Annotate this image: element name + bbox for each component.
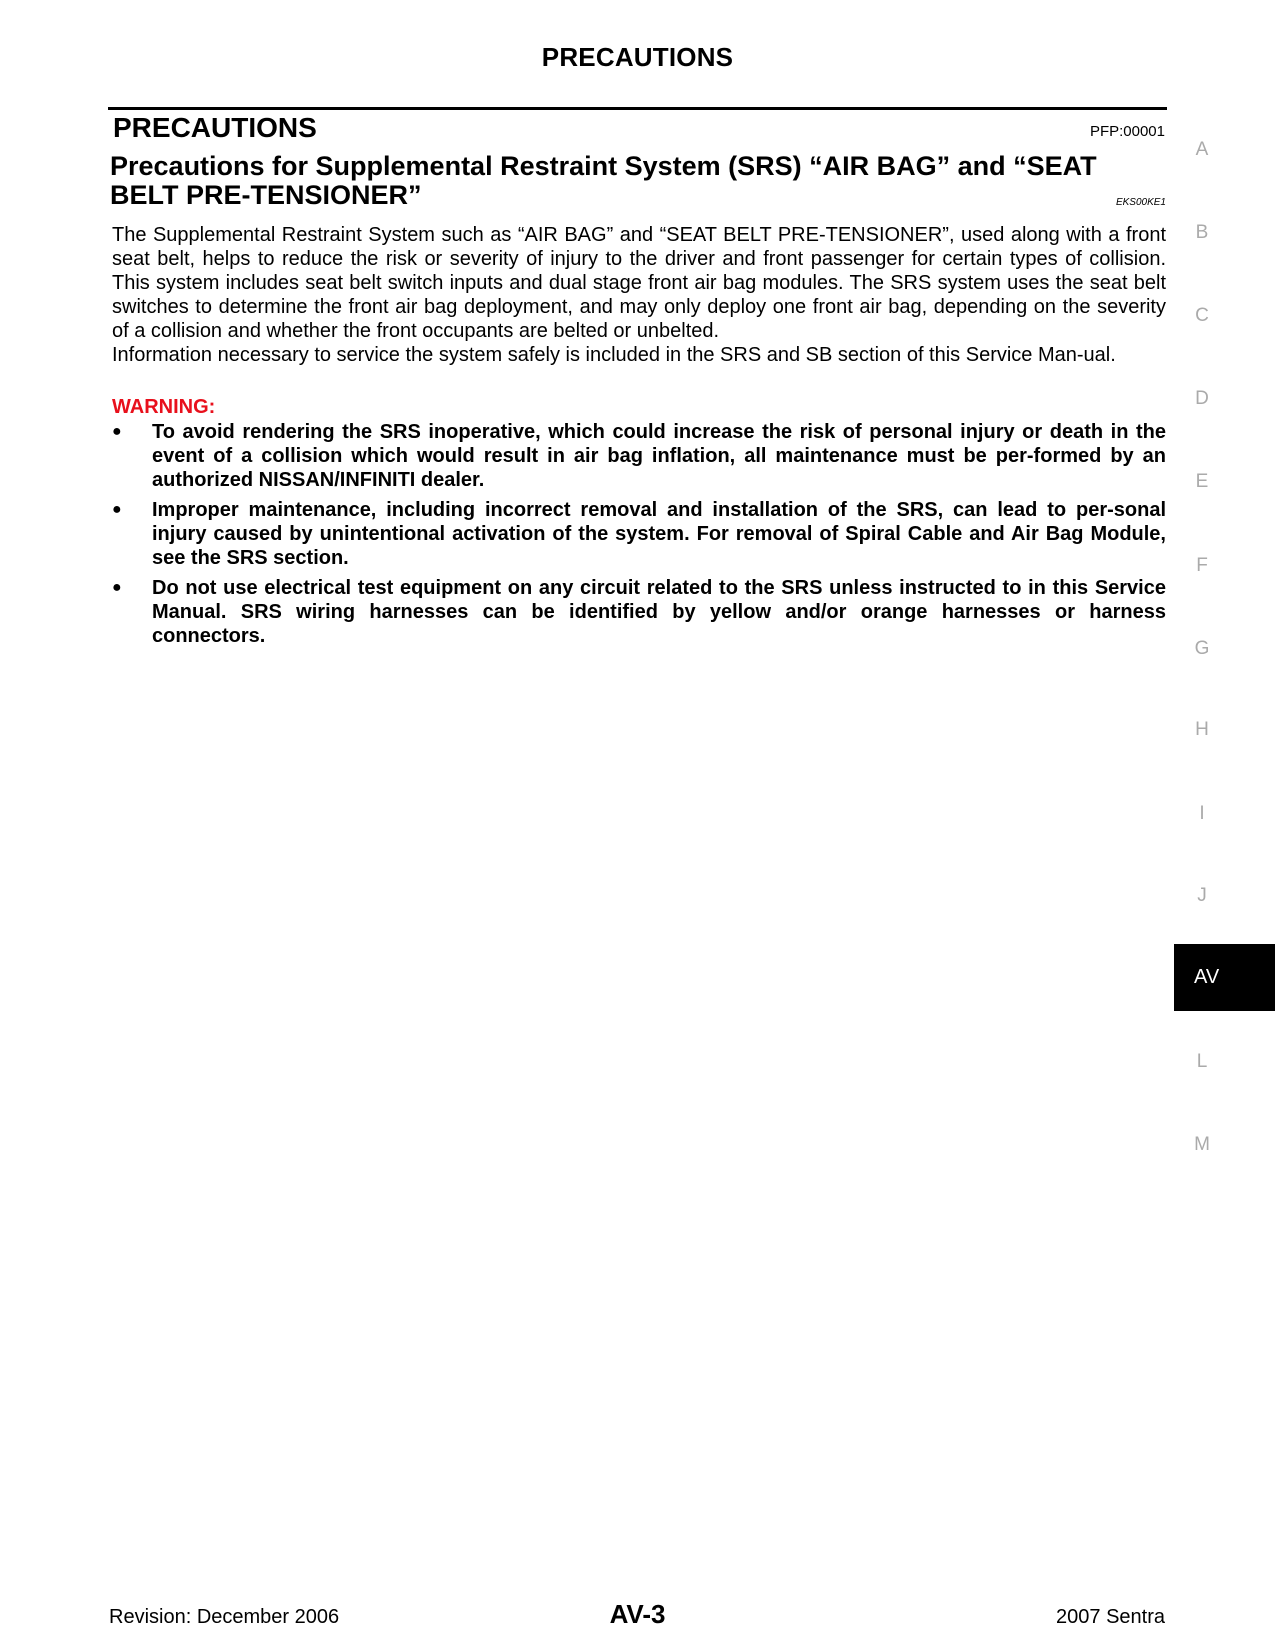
section-index-tabs xyxy=(1176,0,1275,1651)
body-paragraph: Information necessary to service the system safely is included in the SRS and SB section of this Service Man-ual. xyxy=(112,344,1116,366)
body-text xyxy=(112,223,1166,367)
tab-a[interactable]: A xyxy=(1195,139,1209,160)
body-paragraph: The Supplemental Restraint System such as “AIR BAG” and “SEAT BELT PRE-TENSIONER”, used along with a front seat belt, helps to reduce the risk or severity of injury to the driver and front passenger for certain types of collision. This system includes seat belt switch inputs and dual stage front air bag modules. The SRS system uses the seat belt switches to determine the front air bag deployment, and may only deploy one front air bag, depending on the severity of a collision and whether the front occupants are belted or unbelted. xyxy=(112,224,1166,342)
footer-revision: Revision: December 2006 xyxy=(109,1606,340,1628)
warning-label: WARNING: xyxy=(112,396,216,418)
page-header-title: PRECAUTIONS xyxy=(541,42,734,72)
warning-item-text: To avoid rendering the SRS inoperative, which could increase the risk of personal injury or death in the event of a collision which would result in air bag inflation, all maintenance must be per-formed by an authorized NISSAN/INFINITI dealer. xyxy=(152,421,1166,491)
section-title: PRECAUTIONS xyxy=(113,112,317,143)
tab-h[interactable]: H xyxy=(1195,719,1209,740)
warning-item xyxy=(112,420,1166,492)
subsection-title: Precautions for Supplemental Restraint System (SRS) “AIR BAG” and “SEAT BELT PRE-TENSIONER” xyxy=(110,151,1097,210)
tab-j[interactable]: J xyxy=(1197,885,1207,906)
tab-i[interactable]: I xyxy=(1199,803,1205,824)
footer-model: 2007 Sentra xyxy=(1056,1606,1165,1628)
tab-d[interactable]: D xyxy=(1195,388,1209,409)
bullet-icon: ● xyxy=(112,423,122,440)
tab-m[interactable]: M xyxy=(1194,1134,1210,1155)
subsection-code: EKS00KE1 xyxy=(1115,197,1166,208)
section-code: PFP:00001 xyxy=(1089,123,1165,140)
warning-item-text: Do not use electrical test equipment on any circuit related to the SRS unless instructed to in this Service Manual. SRS wiring harnesses can be identified by yellow and/or orange harnesses or harness connectors. xyxy=(152,577,1166,647)
tab-e[interactable]: E xyxy=(1195,471,1209,492)
tab-c[interactable]: C xyxy=(1195,305,1209,326)
bullet-icon: ● xyxy=(112,579,122,596)
tab-f[interactable]: F xyxy=(1196,555,1208,576)
warning-item xyxy=(112,576,1166,648)
tab-l[interactable]: L xyxy=(1196,1051,1208,1072)
footer-page-number: AV-3 xyxy=(609,1599,666,1629)
bullet-icon: ● xyxy=(112,501,122,518)
tab-b[interactable]: B xyxy=(1195,222,1209,243)
warning-item xyxy=(112,498,1166,570)
section-divider xyxy=(108,107,1167,110)
warning-list xyxy=(112,420,1166,654)
warning-item-text: Improper maintenance, including incorrect removal and installation of the SRS, can lead to per-sonal injury caused by unintentional activation of the system. For removal of Spiral Cable and Air Bag Module, see the SRS section. xyxy=(152,499,1166,569)
tab-av-active[interactable]: AV xyxy=(1174,944,1275,1011)
tab-g[interactable]: G xyxy=(1194,638,1210,659)
